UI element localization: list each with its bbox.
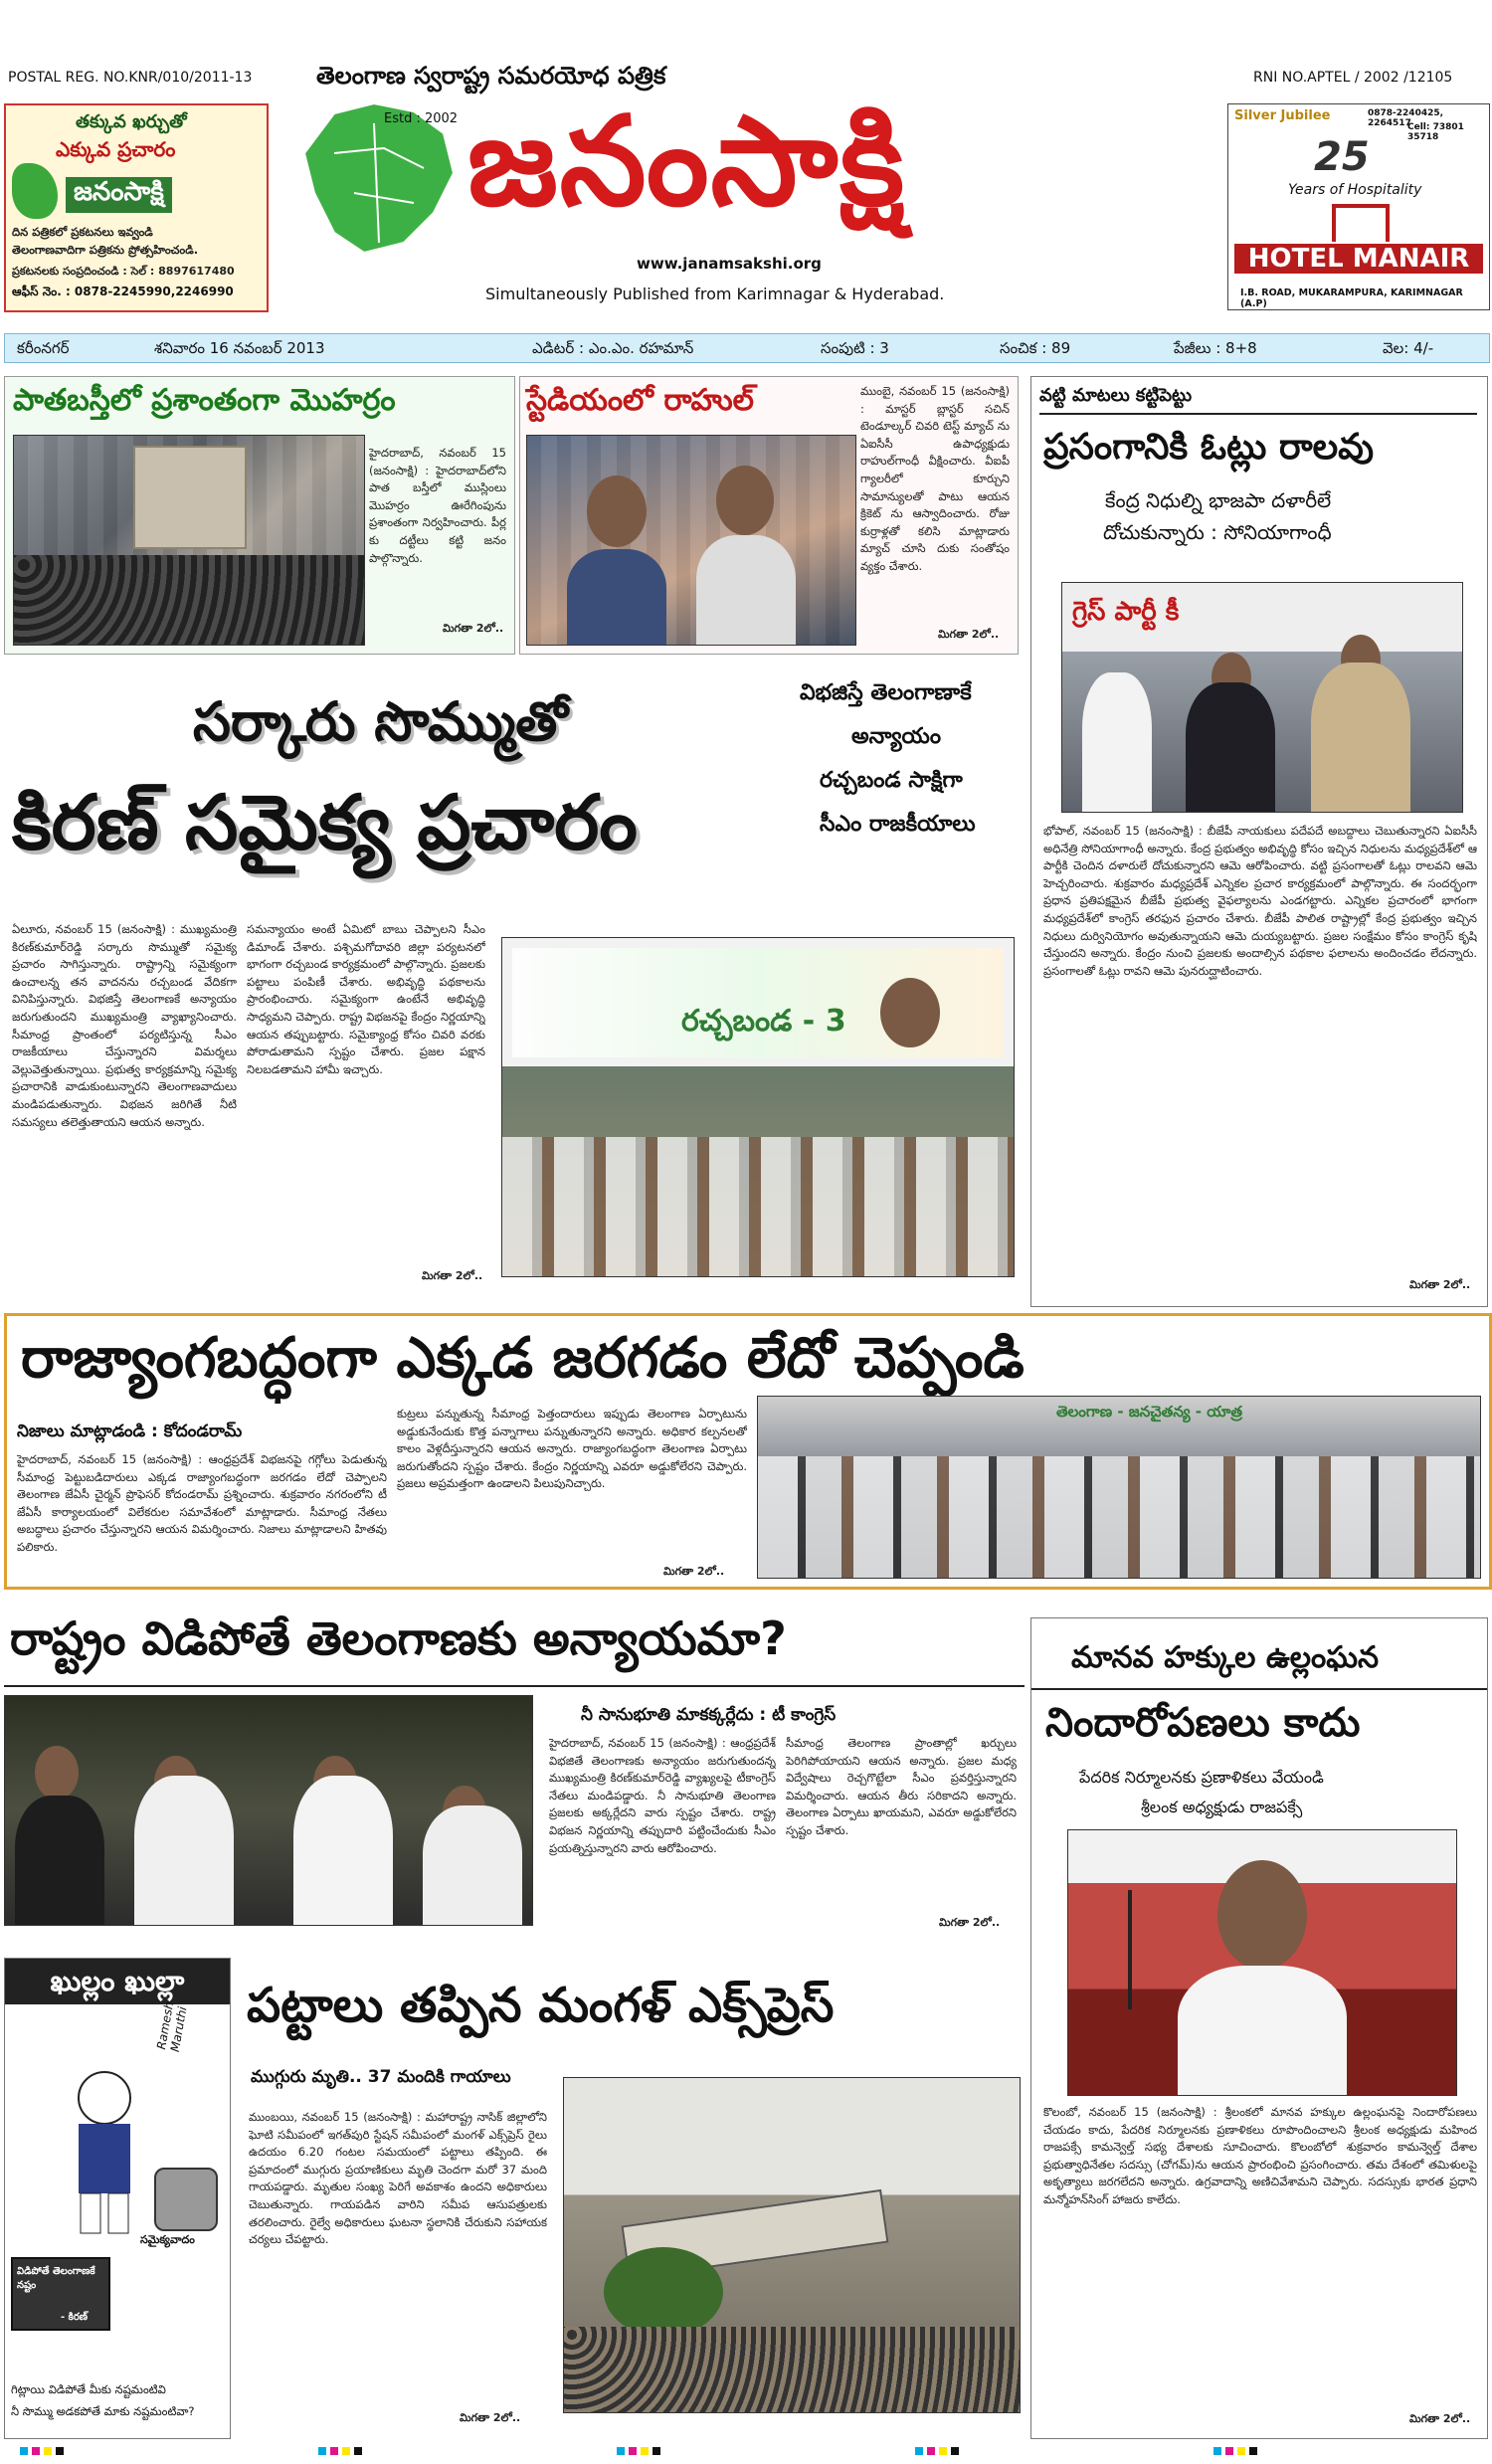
tagline: తెలంగాణ స్వరాష్ట్ర సమరయోధ పత్రిక — [316, 62, 666, 90]
sonia-sub2: దోచుకున్నారు : సోనియాగాంధీ — [1103, 520, 1332, 544]
left-ad-line2: ఎక్కువ ప్రచారం — [56, 137, 176, 161]
kiran-side3: రచ్చబండ సాక్షిగా — [820, 768, 963, 793]
hotel-logo-icon — [1332, 204, 1390, 242]
rajapaksa-headline1: మానవ హక్కుల ఉల్లంఘన — [1071, 1640, 1380, 1675]
left-ad-office: ఆఫీస్ నెం. : 0878-2245990,2246990 — [12, 284, 234, 298]
rajapaksa-more[interactable]: మిగతా 2లో.. — [1409, 2412, 1471, 2425]
story-moharram[interactable] — [4, 376, 515, 655]
cartoon-box[interactable] — [4, 1958, 231, 2439]
rahul-headline: స్టేడియంలో రాహుల్ — [526, 383, 754, 418]
injustice-more[interactable]: మిగతా 2లో.. — [939, 1916, 1001, 1929]
injustice-col1: హైదరాబాద్, నవంబర్ 15 (జనంసాక్షి) : ఆంధ్రప్రదేశ్ విభజితే తెలంగాణకు అన్యాయం జరుగుతుందన్న ముఖ్యమంత్రి కిరణ్‌కుమార్‌రెడ్డి వ్యాఖ్యలపై టీకాంగ్రెస్ నేతలు మండిపడ్డారు. నీ సానుభూతి తెలంగాణ ప్రజలకు అక్కర్లేదని వారు స్పష్టం చేశారు. రాష్ట్ర విభజన నిర్ణయాన్ని తప్పుదారి పట్టించేందుకు సీఎం ప్రయత్నిస్తున్నారని వారు ఆరోపించారు. — [549, 1736, 776, 1855]
sonia-kicker-rule — [1039, 413, 1477, 415]
kodandaram-more[interactable]: మిగతా 2లో.. — [663, 1565, 725, 1578]
registration-dots — [20, 2447, 1472, 2455]
rachabanda-banner: రచ్చబండ - 3 — [681, 1004, 846, 1039]
website-url: www.janamsakshi.org — [637, 255, 822, 273]
rahul-text: ముంబై, నవంబర్ 15 (జనంసాక్షి) : మాస్టర్ బ్లాస్టర్ సచిన్ టెండూల్కర్ చివరి టెస్ట్ మ్యాచ్‌ ను ఏఐసీసీ ఉపాధ్యక్షుడు రాహుల్‌గాంధీ వీక్షించారు. వీఐపీ గ్యాలరీలో కూర్చుని సామాన్యులతో పాటు ఆయన క్రికెట్‌ ను ఆస్వాదించారు. రోజు కుర్రాళ్లతో కలిసి మాట్లాడారు మ్యాచ్ చూసి దుకు సంతోషం వ్యక్తం చేశారు. — [860, 384, 1010, 573]
rajapaksa-rule — [1031, 1688, 1487, 1690]
kodandaram-headline: రాజ్యాంగబద్ధంగా ఎక్కడ జరగడం లేదో చెప్పండి — [21, 1326, 1025, 1391]
newspaper-title: జనంసాక్షి — [467, 91, 907, 234]
story-sonia[interactable] — [1030, 376, 1488, 1307]
story-rajapaksa[interactable] — [1030, 1617, 1488, 2439]
kiran-side4: సీఎం రాజకీయాలు — [820, 812, 976, 837]
story-rahul[interactable] — [519, 376, 1019, 655]
kiran-col2: సమన్యాయం అంటే ఏమిటో బాబు చెప్పాలని సీఎం డిమాండ్ చేశారు. పశ్చిమగోదావరి జిల్లా పర్యటనలో భాగంగా రచ్చబండ కార్యక్రమంలో పాల్గొన్నారు. ప్రజలకు పట్టాలు పంపిణీ చేశారు. అభివృద్ధి పథకాలను ప్రారంభించారు. సమైక్యంగా ఉంటేనే అభివృద్ధి సాధ్యమని చెప్పారు. రాష్ట్ర విభజనపై కేంద్రం నిర్ణయాన్ని ఆయన తప్పుబట్టారు. సమైక్యాంధ్ర కోసం చివరి వరకు పోరాడుతామని స్పష్టం చేశారు. ప్రజల పక్షాన నిలబడతామని హామీ ఇచ్చారు. — [247, 922, 485, 1076]
kodandaram-photo — [757, 1396, 1481, 1579]
injustice-headline: రాష్ట్రం విడిపోతే తెలంగాణకు అన్యాయమా? — [10, 1611, 787, 1665]
moharram-headline: పాతబస్తీలో ప్రశాంతంగా మొహర్రం — [13, 383, 396, 418]
train-more[interactable]: మిగతా 2లో.. — [460, 2411, 521, 2424]
moharram-more[interactable]: మిగతా 2లో.. — [443, 622, 504, 635]
registration-strip — [0, 2443, 1492, 2459]
cartoon-caption1: గిట్లాయి విడిపోతే మీకు నష్టమంటివి — [11, 2382, 166, 2396]
dateline-date: శనివారం 16 నవంబర్ 2013 — [154, 339, 325, 357]
rajapaksa-headline2: నిందారోపణలు కాదు — [1045, 1700, 1361, 1746]
rajapaksa-photo — [1067, 1829, 1457, 2096]
postal-reg: POSTAL REG. NO.KNR/010/2011-13 — [8, 70, 253, 86]
kodandaram-banner: తెలంగాణ - జనచైతన్య - యాత్ర — [1056, 1403, 1243, 1421]
right-ad-hotel: HOTEL MANAIR — [1234, 244, 1483, 274]
charminar-shape — [133, 446, 247, 549]
publish-line: Simultaneously Published from Karimnagar & Hyderabad. — [485, 284, 945, 303]
right-ad-years-text: Years of Hospitality — [1288, 182, 1422, 198]
dateline-city: కరీంనగర్ — [17, 339, 70, 357]
story-kiran[interactable] — [4, 661, 1025, 1307]
kodandaram-kicker: నిజాలు మాట్లాడండి : కోదండరామ్ — [17, 1422, 243, 1441]
rahul-more[interactable]: మిగతా 2లో.. — [938, 628, 1000, 641]
cartoon-caption2: నీ సొమ్ము అడకపోతే మాకు నష్టమంటివా? — [11, 2404, 195, 2418]
injustice-kicker: నీ సానుభూతి మాకక్కర్లేదు : టీ కాంగ్రెస్ — [581, 1705, 837, 1725]
story-train[interactable] — [239, 1958, 1025, 2437]
sonia-banner-text: గ్రెస్ పార్టీ కీ — [1072, 597, 1180, 627]
kodandaram-col2: కుట్రలు పన్నుతున్న సీమాంధ్ర పెత్తందారులు ఇప్పుడు తెలంగాణ ఏర్పాటును అడ్డుకునేందుకు కొత్త పన్నాగాలు పన్నుతున్నారని అన్నారు. అధికార కల్పనలతో కాలం వెళ్లదీస్తున్నారని ఆయన అన్నారు. రాజ్యాంగబద్ధంగా తెలంగాణ ఏర్పాటు జరుగుతోందని స్పష్టం చేశారు. కేంద్రం నిర్ణయాన్ని ఎవరూ అడ్డుకోలేరని చెప్పారు. ప్రజలు అప్రమత్తంగా ఉండాలని పిలుపునిచ్చారు. — [397, 1407, 747, 1491]
train-kicker: ముగ్గురు మృతి.. 37 మందికి గాయాలు — [251, 2067, 511, 2087]
left-ad-line4: తెలంగాణవాదిగా పత్రికను ప్రోత్సహించండి. — [12, 243, 199, 257]
masthead — [0, 0, 1492, 320]
kiran-col1: ఏలూరు, నవంబర్ 15 (జనంసాక్షి) : ముఖ్యమంత్రి కిరణ్‌కుమార్‌రెడ్డి సర్కారు సొమ్ముతో సమైక్య ప్రచారం సాగిస్తున్నారు. రాష్ట్రాన్ని సమైక్యంగా ఉంచాలన్న తన వాదనను రచ్చబండ వేదికగా వినిపిస్తున్నారు. విభజిస్తే తెలంగాణకే అన్యాయం జరుగుతుందని ముఖ్యమంత్రి వ్యాఖ్యానించారు. సీమాంధ్ర ప్రాంతంలో పర్యటిస్తున్న సీఎం రాజకీయాలు చేస్తున్నారని విమర్శలు వెల్లువెత్తుతున్నాయి. ప్రభుత్వ కార్యక్రమాన్ని సమైక్య ప్రచారానికి వాడుకుంటున్నారని తెలంగాణవాదులు మండిపడుతున్నారు. విభజన జరిగితే నీటి సమస్యలు తలెత్తుతాయని ఆయన అన్నారు. — [12, 922, 237, 1129]
dateline-editor: ఎడిటర్ : ఎం.ఎం. రహమాన్ — [532, 339, 694, 357]
sonia-kicker: వట్టి మాటలు కట్టిపెట్టు — [1039, 385, 1193, 406]
sonia-headline: ప్రసంగానికి ఓట్లు రాలవు — [1043, 427, 1375, 468]
left-ad-line3: దిన పత్రికలో ప్రకటనలు ఇవ్వండి — [12, 225, 153, 239]
dateline-bar — [4, 333, 1490, 363]
estd: Estd : 2002 — [384, 111, 459, 126]
kodandaram-col1: హైదరాబాద్, నవంబర్ 15 (జనంసాక్షి) : ఆంధ్రప్రదేశ్ విభజనపై గగ్గోలు పెడుతున్న సీమాంధ్ర పెట్టుబడిదారులు ఎక్కడ రాజ్యాంగబద్ధంగా జరగడం లేదో చెప్పాలని తెలంగాణ జేఏసీ చైర్మన్ ప్రొఫెసర్ కోదండరామ్ ప్రశ్నించారు. శుక్రవారం నగరంలోని టీ జేఏసీ కార్యాలయంలో విలేకరుల సమావేశంలో మాట్లాడారు. సీమాంధ్ర నేతలు అబద్ధాలు ప్రచారం చేస్తున్నారని ఆయన విమర్శించారు. నిజాలు మాట్లాడాలని హితవు పలికారు. — [17, 1452, 387, 1554]
moharram-photo — [13, 435, 365, 646]
right-ad-jubilee: Silver Jubilee — [1234, 108, 1331, 123]
cartoon-mortar-icon — [154, 2168, 218, 2231]
left-ad-brand: జనంసాక్షి — [66, 177, 172, 213]
cartoon-label3: విడిపోతే తెలంగాణకే నష్టం — [17, 2266, 95, 2291]
sonia-more[interactable]: మిగతా 2లో.. — [1409, 1278, 1471, 1291]
rni-number: RNI NO.APTEL / 2002 /12105 — [1253, 70, 1453, 86]
kiran-headline2: కిరణ్ సమైక్య ప్రచారం — [12, 778, 638, 866]
moharram-text: హైదరాబాద్, నవంబర్ 15 (జనంసాక్షి) : హైదరాబాద్‌లోని పాత బస్తీలో ముస్లింలు మొహర్రం ఊరేగింపును ప్రశాంతంగా నిర్వహించారు. పీర్ల కు దట్టీలు కట్టి జనం పాల్గొన్నారు. — [369, 446, 506, 565]
cartoon-label1: కిరణ్ — [45, 2130, 69, 2144]
right-ad[interactable] — [1227, 103, 1490, 310]
tcongress-photo — [4, 1695, 533, 1926]
left-ad[interactable] — [4, 103, 269, 312]
rahul-photo — [526, 435, 856, 646]
rajapaksa-text: కొలంబో, నవంబర్ 15 (జనంసాక్షి) : శ్రీలంకలో మానవ హక్కుల ఉల్లంఘనపై నిందారోపణలు చేయడం కాదు, పేదరిక నిర్మూలనకు ప్రణాళికలు రూపొందించాలని శ్రీలంక అధ్యక్షుడు మహింద రాజపక్సే కామన్వెల్త్ సభ్య దేశాలకు సూచించారు. కొలంబోలో శుక్రవారం కామన్వెల్త్ దేశాల ప్రభుత్వాధినేతల సదస్సు (చోగమ్)ను ఆయన ప్రారంభించి ప్రసంగించారు. తమ దేశంలో తమిళులపై అకృత్యాలు జరగలేదని అన్నారు. ఉగ్రవాదాన్ని అణిచివేశామని చెప్పారు. సదస్సుకు భారత ప్రధాని మన్మోహన్‌సింగ్ హాజరు కాలేదు. — [1043, 2105, 1477, 2206]
kiran-headline1: సర్కారు సొమ్ముతో — [193, 690, 568, 753]
dateline-pages: పేజీలు : 8+8 — [1174, 339, 1257, 357]
cartoon-signboard — [11, 2257, 110, 2331]
sonia-photo — [1061, 582, 1463, 813]
cartoon-title: ఖుల్లం ఖుల్లా — [5, 1959, 230, 2004]
right-ad-phone1: 0878-2240425, 2264517 — [1368, 108, 1444, 128]
rachabanda-photo — [501, 937, 1015, 1277]
right-ad-years: 25 — [1314, 134, 1370, 180]
sonia-text: భోపాల్, నవంబర్ 15 (జనంసాక్షి) : బీజేపీ నాయకులు పదేపదే అబద్దాలు చెబుతున్నారని ఏఐసీసీ అధినేత్రి సోనియాగాంధీ అన్నారు. కేంద్ర ప్రభుత్వం అభివృద్ధి కోసం ఇచ్చిన నిధులను మధ్యప్రదేశ్‌లో ఆ పార్టీకి చెందిన దళారులే దోచుకున్నారని ఆమె ఆరోపించారు. వట్టి ప్రసంగాలతో ఓట్లు రాలవని ఆమె హెచ్చరించారు. శుక్రవారం మధ్యప్రదేశ్‌ ఎన్నికల ప్రచార కార్యక్రమంలో పాల్గొన్నారు. ఈ సందర్భంగా ప్రధాన ప్రతిపక్షమైన బీజేపీ ప్రభుత్వ వైఫల్యాలను ఎండగట్టారు. ఎన్నికల ప్రచారంలో భాగంగా మధ్యప్రదేశ్‌లో కాంగ్రెస్‌ తరఫున ప్రచారం చేశారు. బీజేపీ పాలిత రాష్ట్రాల్లో కేంద్ర ప్రభుత్వం ఇచ్చిన నిధులు దుర్వినియోగం అవుతున్నాయని ఆమె దుయ్యబట్టారు. ప్రజల సంక్షేమం కోసం కాంగ్రెస్‌ కృషి చేస్తుందని అన్నారు. కేంద్రం నుంచి ప్రజలకు అందాల్సిన పథకాల ఫలాలను అందించడం లేదన్నారు. ప్రసంగాలతో ఓట్లు రావని ఆమె పునరుద్ఘాటించారు. — [1043, 824, 1477, 978]
cartoon-label4: - కిరణ్ — [61, 2312, 89, 2323]
cartoon-figure-icon — [45, 2068, 164, 2237]
cartoon-artist: Ramesh Maruthi — [154, 2000, 190, 2053]
train-headline: పట్టాలు తప్పిన మంగళ్ ఎక్స్‌ప్రెస్ — [247, 1978, 835, 2033]
rajapaksa-sub1: పేదరిక నిర్మూలనకు ప్రణాళికలు వేయండి — [1079, 1768, 1324, 1787]
dateline-volume: సంపుటి : 3 — [821, 339, 889, 357]
kiran-side1: విభజిస్తే తెలంగాణాకే — [800, 680, 972, 705]
right-ad-phone2: Cell: 73801 35718 — [1407, 122, 1464, 142]
kiran-more[interactable]: మిగతా 2లో.. — [422, 1269, 483, 1282]
microphone-icon — [1128, 1890, 1132, 2009]
left-ad-contact: ప్రకటనలకు సంప్రదించండి : సెల్ : 8897617480 — [12, 265, 235, 278]
kiran-side2: అన్యాయం — [851, 724, 941, 749]
sonia-sub1: కేంద్ర నిధుల్ని భాజపా దళారీలే — [1105, 488, 1332, 512]
train-text: ముంబయి, నవంబర్ 15 (జనంసాక్షి) : మహారాష్ట్ర నాసిక్ జిల్లాలోని ఘోటి సమీపంలో ఇగత్‌పురి స్టేషన్ సమీపంలో మంగళ్ ఎక్స్‌ప్రెస్ రైలు ఉదయం 6.20 గంటల సమయంలో పట్టాలు తప్పింది. ఈ ప్రమాదంలో ముగ్గురు ప్రయాణికులు మృతి చెందగా మరో 37 మంది గాయపడ్డారు. మృతుల సంఖ్య పెరిగే అవకాశం ఉందని అధికారులు చెబుతున్నారు. గాయపడిన వారిని సమీప ఆసుపత్రులకు తరలించారు. రైల్వే అధికారులు ఘటనా స్థలానికి చేరుకుని సహాయక చర్యలు చేపట్టారు. — [249, 2110, 547, 2247]
dateline-issue: సంచిక : 89 — [1000, 339, 1071, 357]
left-ad-line1: తక్కువ ఖర్చుతో — [76, 111, 187, 132]
train-photo — [563, 2077, 1021, 2413]
injustice-col2: సీమాంధ్ర తెలంగాణ ప్రాంతాల్లో ఖర్చులు పెరిగిపోయాయని ఆయన అన్నారు. ప్రజల మధ్య విద్వేషాలు రెచ్చగొట్టేలా సీఎం ప్రవర్తిస్తున్నారని విమర్శించారు. ఆయన తీరు సరికాదని అన్నారు. తెలంగాణ ఏర్పాటు ఖాయమని, ఎవరూ అడ్డుకోలేరని స్పష్టం చేశారు. — [786, 1736, 1017, 1837]
cartoon-label2: సమైక్యవాదం — [140, 2233, 195, 2246]
rajapaksa-sub2: శ్రీలంక అధ్యక్షుడు రాజపక్సే — [1141, 1798, 1303, 1816]
story-injustice[interactable] — [4, 1596, 1025, 1954]
story-kodandaram[interactable] — [4, 1313, 1492, 1590]
dateline-price: వెల: 4/- — [1383, 339, 1434, 357]
right-ad-address: I.B. ROAD, MUKARAMPURA, KARIMNAGAR (A.P) — [1240, 287, 1463, 309]
injustice-rule — [4, 1685, 1025, 1687]
telangana-map-small — [12, 163, 58, 219]
